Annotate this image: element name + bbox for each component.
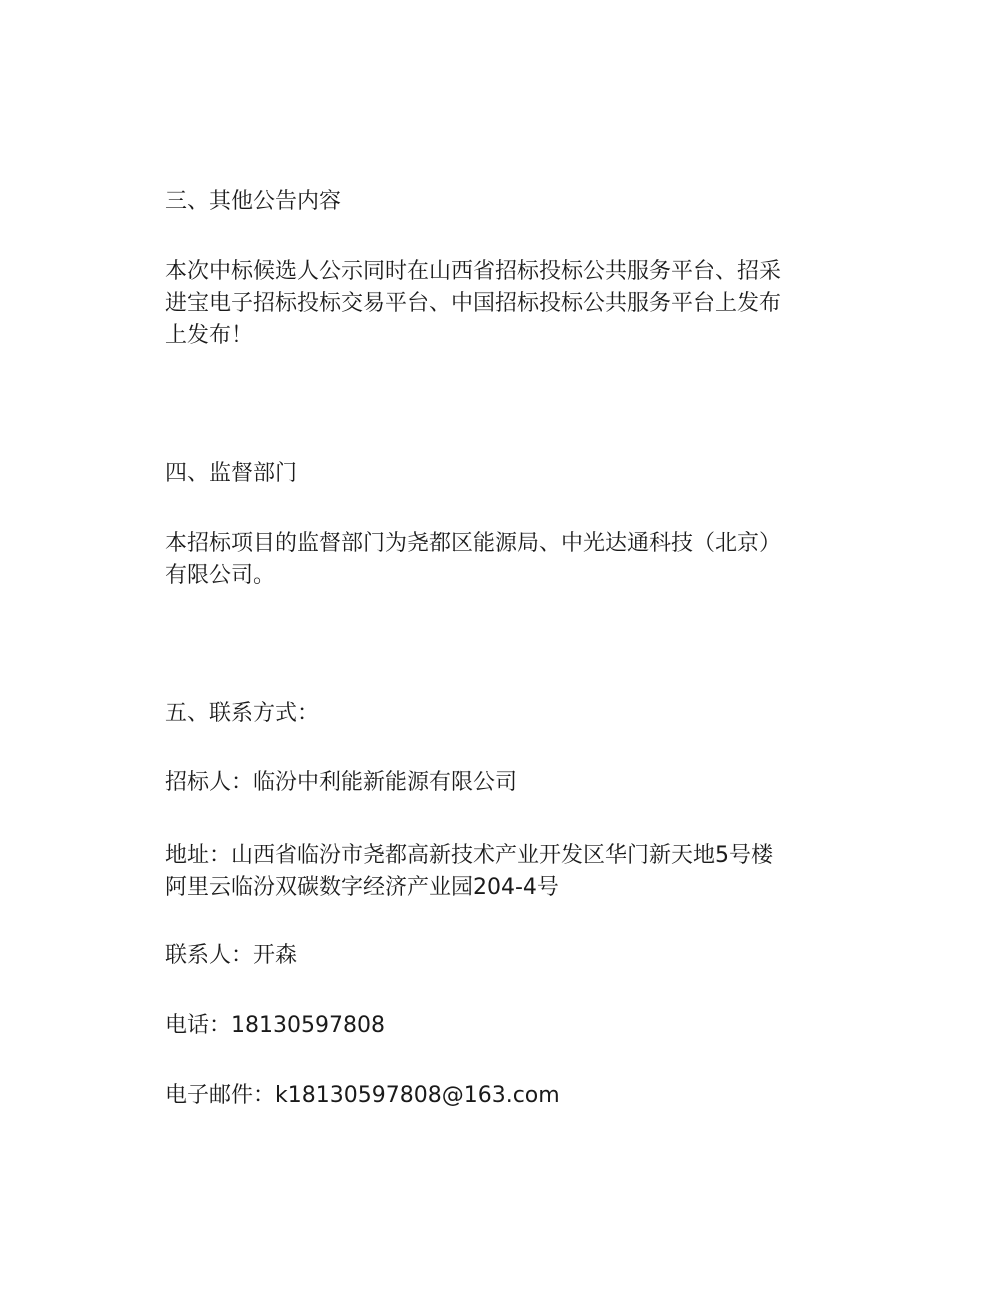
contact-address-line: 地址：山西省临汾市尧都高新技术产业开发区华门新天地5号楼 (165, 843, 773, 868)
contact-address-line: 阿里云临汾双碳数字经济产业园204-4号 (165, 875, 559, 900)
paragraph-line: 进宝电子招标投标交易平台、中国招标投标公共服务平台上发布 (165, 291, 782, 316)
paragraph-line: 本次中标候选人公示同时在山西省招标投标公共服务平台、招采 (165, 259, 782, 284)
paragraph-line: 本招标项目的监督部门为尧都区能源局、中光达通科技（北京） (165, 531, 782, 556)
section-heading-other-content: 三、其他公告内容 (165, 189, 342, 214)
paragraph-line: 有限公司。 (165, 563, 276, 588)
section-heading-contact: 五、联系方式： (165, 701, 320, 726)
section-heading-supervision: 四、监督部门 (165, 461, 298, 486)
contact-tenderer: 招标人：临汾中利能新能源有限公司 (165, 770, 518, 795)
contact-email: 电子邮件：k18130597808@163.com (165, 1083, 560, 1108)
contact-phone: 电话：18130597808 (165, 1013, 385, 1038)
paragraph-line: 上发布！ (165, 323, 254, 348)
contact-person: 联系人：开森 (165, 943, 298, 968)
